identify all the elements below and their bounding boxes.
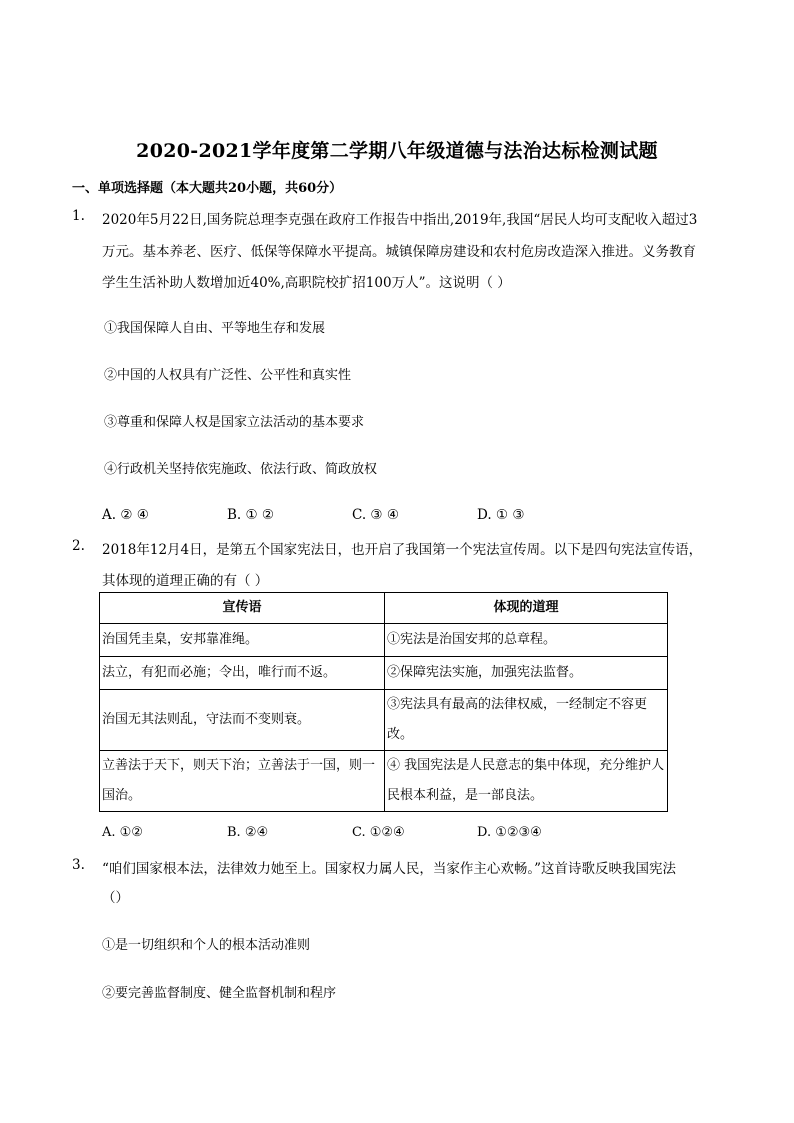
- question-number: 3.: [72, 857, 85, 873]
- table-header: 宣传语: [100, 593, 385, 624]
- question-text-line: 2020年5月22日,国务院总理李克强在政府工作报告中指出,2019年,我国“居民人均可支配收入超过3: [102, 212, 698, 228]
- statement-item: ①是一切组织和个人的根本活动准则: [102, 938, 311, 953]
- answer-option-b[interactable]: B. ① ②: [227, 507, 274, 523]
- statement-item: ④行政机关坚持依宪施政、依法行政、简政放权: [104, 462, 378, 477]
- table-row: [100, 657, 668, 690]
- answer-option-b[interactable]: B. ②④: [227, 825, 269, 840]
- answer-option-a[interactable]: A. ①②: [102, 825, 143, 840]
- statement-item: ①我国保障人自由、平等地生存和发展: [104, 321, 326, 336]
- slogan-table: [99, 592, 668, 812]
- table-row: [100, 751, 668, 812]
- table-row: [100, 690, 668, 751]
- question-text-line: “咱们国家根本法，法律效力她至上。国家权力属人民，当家作主心欢畅。”这首诗歌反映我国宪法: [102, 861, 677, 877]
- question-text-line: 万元。基本养老、医疗、低保等保障水平提高。城镇保障房建设和农村危房改造深入推进。义务教育: [102, 244, 696, 260]
- answer-option-a[interactable]: A. ② ④: [102, 507, 149, 523]
- table-cell: 法立，有犯而必施；令出，唯行而不返。: [100, 657, 385, 690]
- table-header-row: [100, 593, 668, 624]
- statement-item: ③尊重和保障人权是国家立法活动的基本要求: [104, 415, 365, 430]
- answer-option-c[interactable]: C. ①②④: [352, 825, 405, 840]
- table-cell: 治国凭圭臬，安邦靠准绳。: [100, 624, 385, 657]
- question-number: 1.: [72, 208, 85, 224]
- question-number: 2.: [72, 538, 85, 554]
- question-text-line: 学生生活补助人数增加近40%,高职院校扩招100万人”。这说明（ ）: [102, 275, 511, 291]
- answer-option-d[interactable]: D. ① ③: [477, 507, 525, 523]
- exam-title: 2020-2021学年度第二学期八年级道德与法治达标检测试题: [136, 140, 658, 162]
- question-text-line: （）: [102, 890, 129, 906]
- statement-item: ②要完善监督制度、健全监督机制和程序: [102, 986, 337, 1001]
- question-text-line: 其体现的道理正确的有（ ）: [102, 573, 269, 589]
- section-heading: 一、单项选择题（本大题共20小题，共60分）: [72, 181, 343, 196]
- table-cell: ④ 我国宪法是人民意志的集中体现，充分维护人民根本利益，是一部良法。: [385, 751, 668, 812]
- statement-item: ②中国的人权具有广泛性、公平性和真实性: [104, 368, 352, 383]
- table-cell: ②保障宪法实施，加强宪法监督。: [385, 657, 668, 690]
- table-row: [100, 624, 668, 657]
- table-cell: 立善法于天下，则天下治；立善法于一国，则一国治。: [100, 751, 385, 812]
- table-cell: ③宪法具有最高的法律权威，一经制定不容更改。: [385, 690, 668, 751]
- question-text-line: 2018年12月4日，是第五个国家宪法日，也开启了我国第一个宪法宣传周。以下是四句宪法宣传语，: [102, 542, 703, 558]
- answer-option-d[interactable]: D. ①②③④: [477, 825, 542, 840]
- answer-option-c[interactable]: C. ③ ④: [352, 507, 399, 523]
- table-header: 体现的道理: [385, 593, 668, 624]
- table-cell: 治国无其法则乱，守法而不变则衰。: [100, 690, 385, 751]
- table-cell: ①宪法是治国安邦的总章程。: [385, 624, 668, 657]
